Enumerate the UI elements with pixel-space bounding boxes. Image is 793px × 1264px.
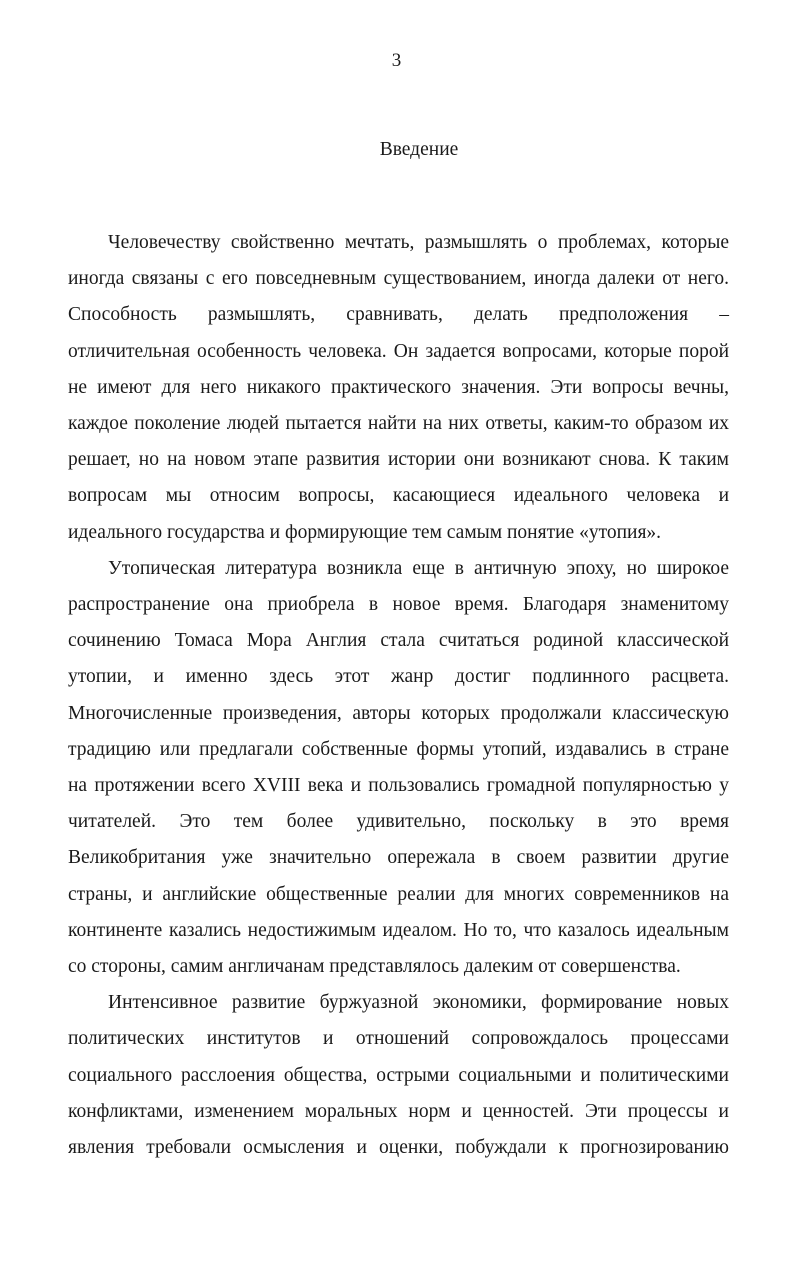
text-line: социального расслоения общества, острыми социальными и политическими xyxy=(68,1064,729,1086)
body-text xyxy=(68,225,729,1166)
text-line: вопросам мы относим вопросы, касающиеся идеального человека и xyxy=(68,485,729,507)
text-line: отличительная особенность человека. Он задается вопросами, которые порой xyxy=(68,340,729,362)
text-line: Способность размышлять, сравнивать, делать предположения – xyxy=(68,304,729,326)
text-line: Интенсивное развитие буржуазной экономики, формирование новых xyxy=(108,992,729,1014)
text-line: континенте казались недостижимым идеалом. Но то, что казалось идеальным xyxy=(68,919,729,941)
text-line: Великобритания уже значительно опережала в своем развитии другие xyxy=(68,847,729,869)
text-line: иногда связаны с его повседневным существованием, иногда далеки от него. xyxy=(68,268,729,290)
text-line: идеального государства и формирующие тем самым понятие «утопия». xyxy=(68,521,662,543)
text-line: традицию или предлагали собственные формы утопий, издавались в стране xyxy=(68,738,729,760)
text-line: Утопическая литература возникла еще в античную эпоху, но широкое xyxy=(108,557,729,579)
page-number: 3 xyxy=(391,50,402,71)
text-line: политических институтов и отношений сопровождалось процессами xyxy=(68,1028,729,1050)
text-line: распространение она приобрела в новое время. Благодаря знаменитому xyxy=(68,594,729,616)
text-line: сочинению Томаса Мора Англия стала считаться родиной классической xyxy=(68,630,729,652)
text-line: не имеют для него никакого практического значения. Эти вопросы вечны, xyxy=(68,376,729,398)
paragraph-3 xyxy=(68,985,729,1166)
text-line: Многочисленные произведения, авторы которых продолжали классическую xyxy=(68,702,729,724)
paragraph-2 xyxy=(68,551,729,985)
text-line: конфликтами, изменением моральных норм и ценностей. Эти процессы и xyxy=(68,1100,729,1122)
text-line: со стороны, самим англичанам представлялось далеким от совершенства. xyxy=(68,956,681,978)
text-line: Человечеству свойственно мечтать, размышлять о проблемах, которые xyxy=(108,232,729,253)
text-line: читателей. Это тем более удивительно, поскольку в это время xyxy=(68,811,729,833)
text-line: страны, и английские общественные реалии для многих современников на xyxy=(68,883,729,905)
paragraph-1 xyxy=(68,225,729,551)
text-line: утопии, и именно здесь этот жанр достиг подлинного расцвета. xyxy=(68,666,729,688)
section-heading: Введение xyxy=(379,139,459,160)
text-line: каждое поколение людей пытается найти на них ответы, каким-то образом их xyxy=(68,413,729,435)
text-line: явления требовали осмысления и оценки, побуждали к прогнозированию xyxy=(68,1137,729,1159)
text-line: решает, но на новом этапе развития истории они возникают снова. К таким xyxy=(68,449,729,471)
text-line: на протяжении всего XVIII века и пользовались громадной популярностью у xyxy=(68,775,729,797)
